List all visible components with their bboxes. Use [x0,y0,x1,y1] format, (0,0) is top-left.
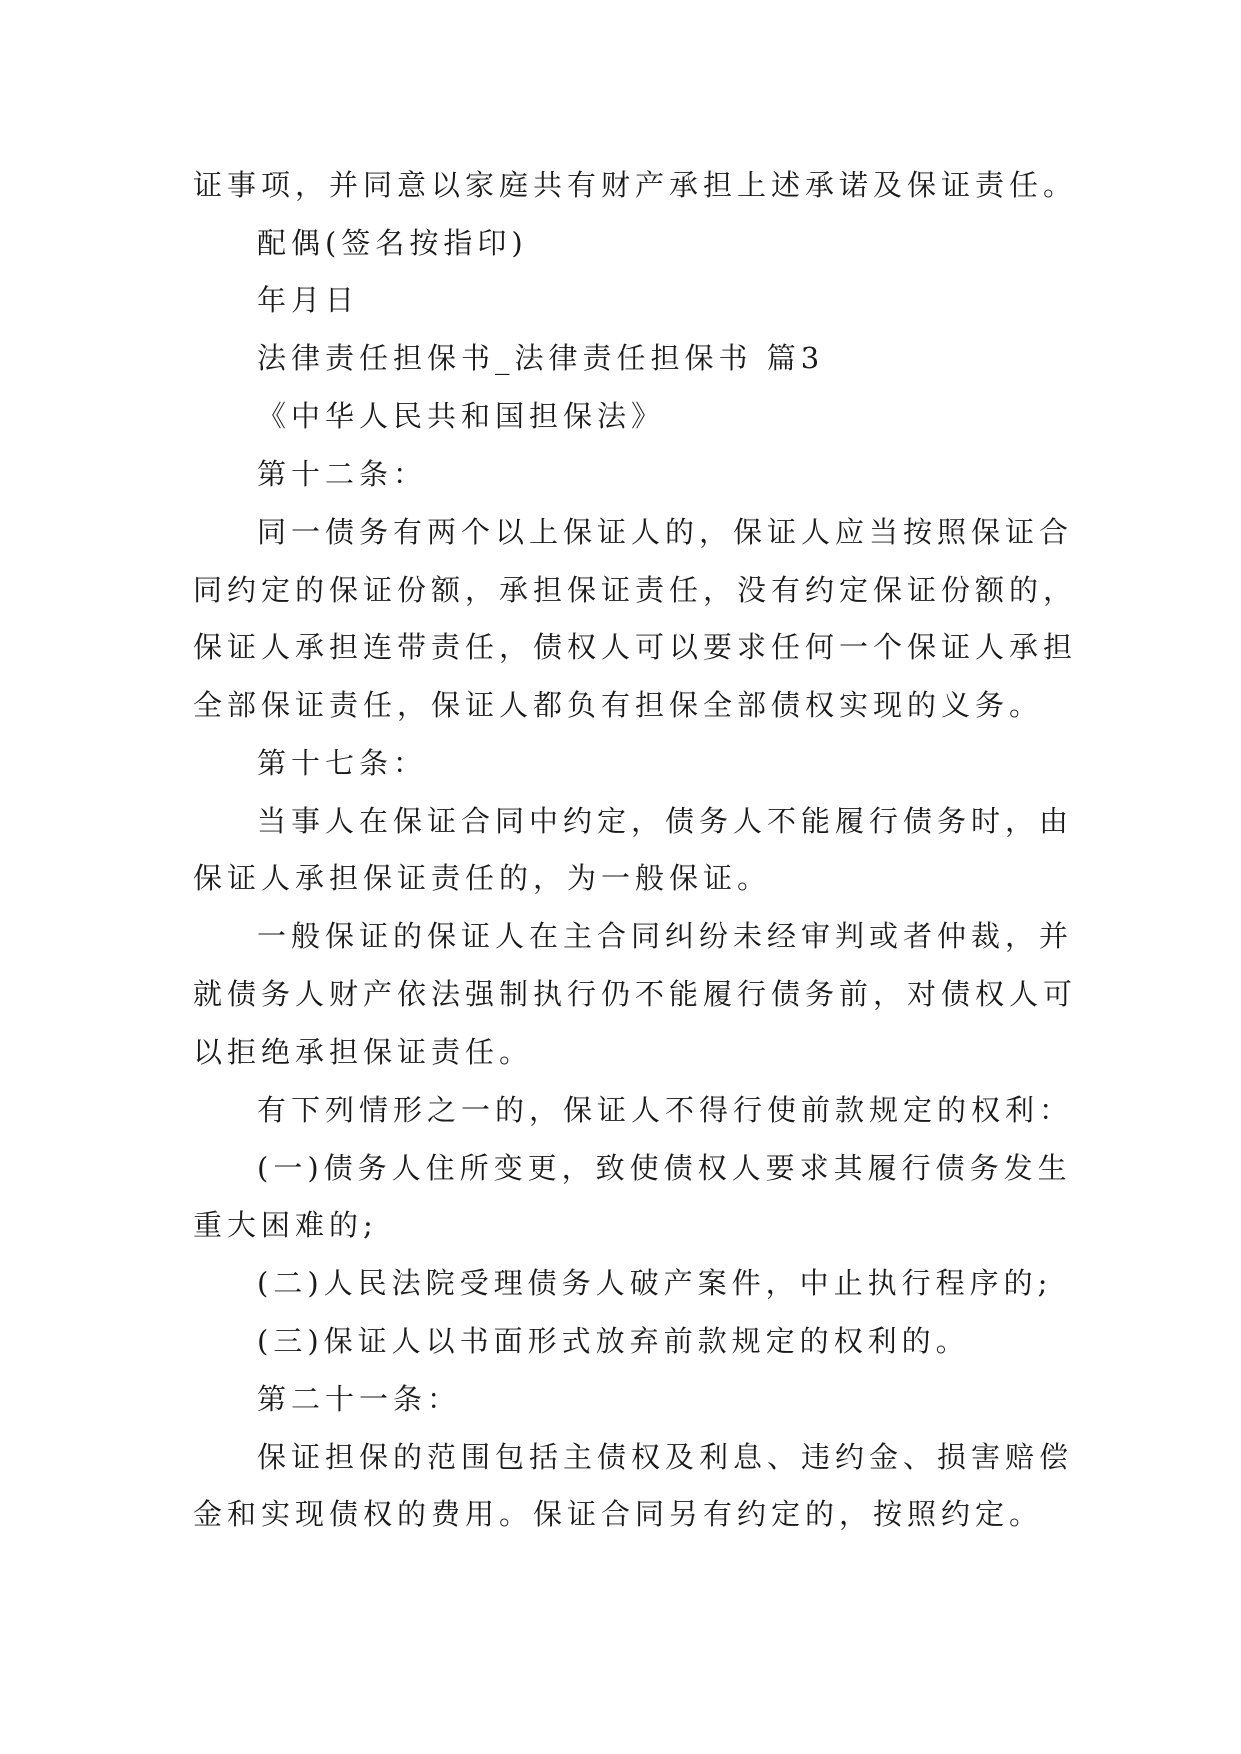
paragraph-line: 就债务人财产依法强制执行仍不能履行债务前，对债权人可 [193,977,1078,1011]
paragraph-line: 同约定的保证份额，承担保证责任，没有约定保证份额的， [193,573,1078,607]
paragraph-line: 以拒绝承担保证责任。 [193,1035,534,1069]
article-heading: 第十二条： [257,457,428,491]
paragraph-line: 同一债务有两个以上保证人的，保证人应当按照保证合 [257,515,1074,549]
spouse-signature-label: 配偶(签名按指印) [257,226,528,260]
paragraph-line: 一般保证的保证人在主合同纠纷未经审判或者仲裁，并 [257,919,1074,953]
paragraph-line: 保证人承担保证责任的，为一般保证。 [193,861,772,895]
list-item: (三)保证人以书面形式放弃前款规定的权利的。 [257,1324,970,1358]
paragraph-continuation: 证事项，并同意以家庭共有财产承担上述承诺及保证责任。 [193,168,1078,202]
paragraph-line: 保证担保的范围包括主债权及利息、违约金、损害赔偿 [257,1440,1074,1474]
article-heading: 第十七条： [257,746,428,780]
law-title: 《中华人民共和国担保法》 [257,399,666,433]
list-item: (一)债务人住所变更，致使债权人要求其履行债务发生 [257,1151,1072,1185]
paragraph-line: 金和实现债权的费用。保证合同另有约定的，按照约定。 [193,1497,1044,1531]
date-label: 年月日 [257,283,360,317]
paragraph-line: 当事人在保证合同中约定，债务人不能履行债务时，由 [257,804,1074,838]
paragraph-line: 保证人承担连带责任，债权人可以要求任何一个保证人承担 [193,630,1078,664]
paragraph-line: 全部保证责任，保证人都负有担保全部债权实现的义务。 [193,688,1044,722]
list-item: (二)人民法院受理债务人破产案件，中止执行程序的; [257,1266,1053,1300]
section-title: 法律责任担保书_法律责任担保书 篇3 [257,341,825,375]
paragraph-line: 有下列情形之一的，保证人不得行使前款规定的权利： [257,1093,1074,1127]
article-heading: 第二十一条： [257,1382,462,1416]
list-item-continuation: 重大困难的; [193,1208,378,1242]
